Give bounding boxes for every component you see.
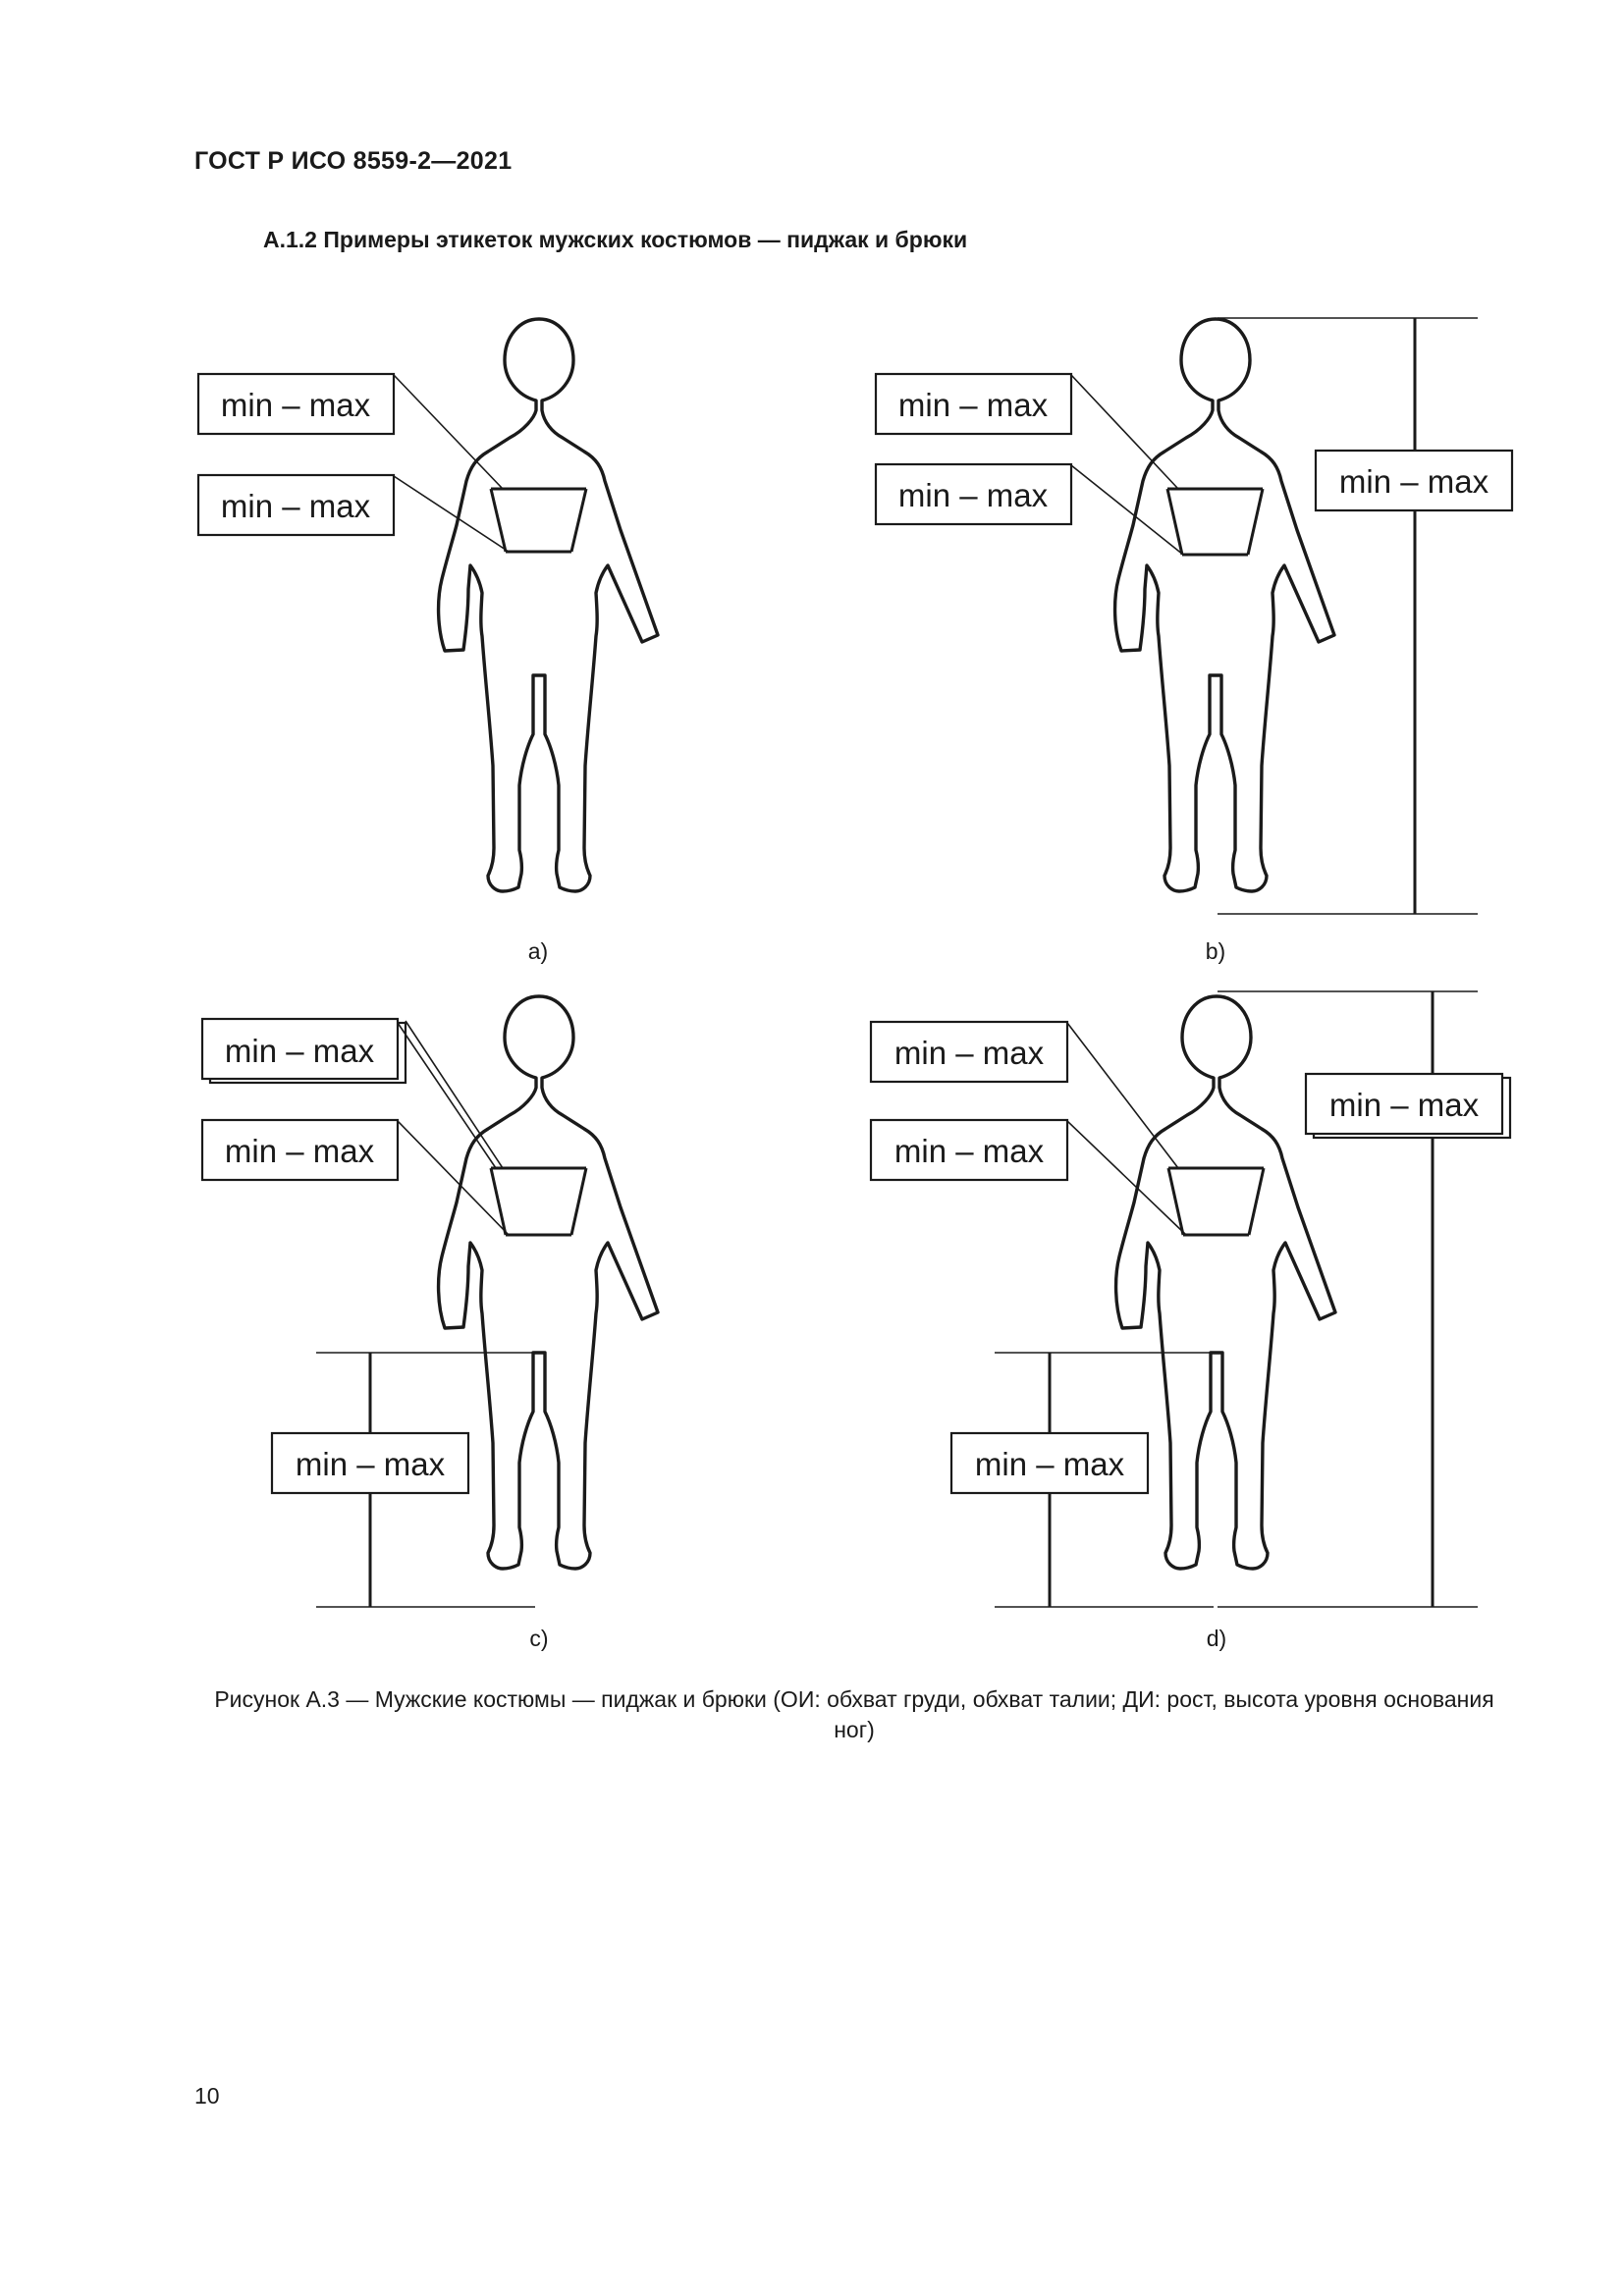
page-number: 10 — [194, 2083, 220, 2109]
label-waist: min – max — [220, 488, 371, 524]
label-height: min – max — [1338, 463, 1489, 500]
label-chest: min – max — [893, 1035, 1045, 1071]
panel-b — [876, 318, 1512, 964]
label-chest: min – max — [224, 1033, 375, 1069]
label-height: min – max — [1328, 1087, 1480, 1123]
document-header: ГОСТ Р ИСО 8559-2—2021 — [194, 147, 513, 175]
panel-c — [202, 996, 658, 1651]
label-waist: min – max — [893, 1133, 1045, 1169]
panel-d — [871, 991, 1510, 1651]
label-waist: min – max — [897, 477, 1049, 513]
label-inseam: min – max — [974, 1446, 1125, 1482]
panel-b-caption: b) — [1205, 938, 1226, 964]
section-title: А.1.2 Примеры этикеток мужских костюмов — пиджак и брюки — [263, 227, 968, 252]
panel-c-caption: c) — [529, 1626, 549, 1651]
label-chest: min – max — [220, 387, 371, 423]
figure-caption: Рисунок А.3 — Мужские костюмы — пиджак и брюки (ОИ: обхват груди, обхват талии; ДИ: рост, высота уровня основания ног) — [214, 1686, 1494, 1742]
panel-d-caption: d) — [1206, 1626, 1227, 1651]
label-chest: min – max — [897, 387, 1049, 423]
panel-a-caption: a) — [527, 938, 549, 964]
panel-a — [198, 319, 658, 964]
label-inseam: min – max — [295, 1446, 446, 1482]
label-waist: min – max — [224, 1133, 375, 1169]
